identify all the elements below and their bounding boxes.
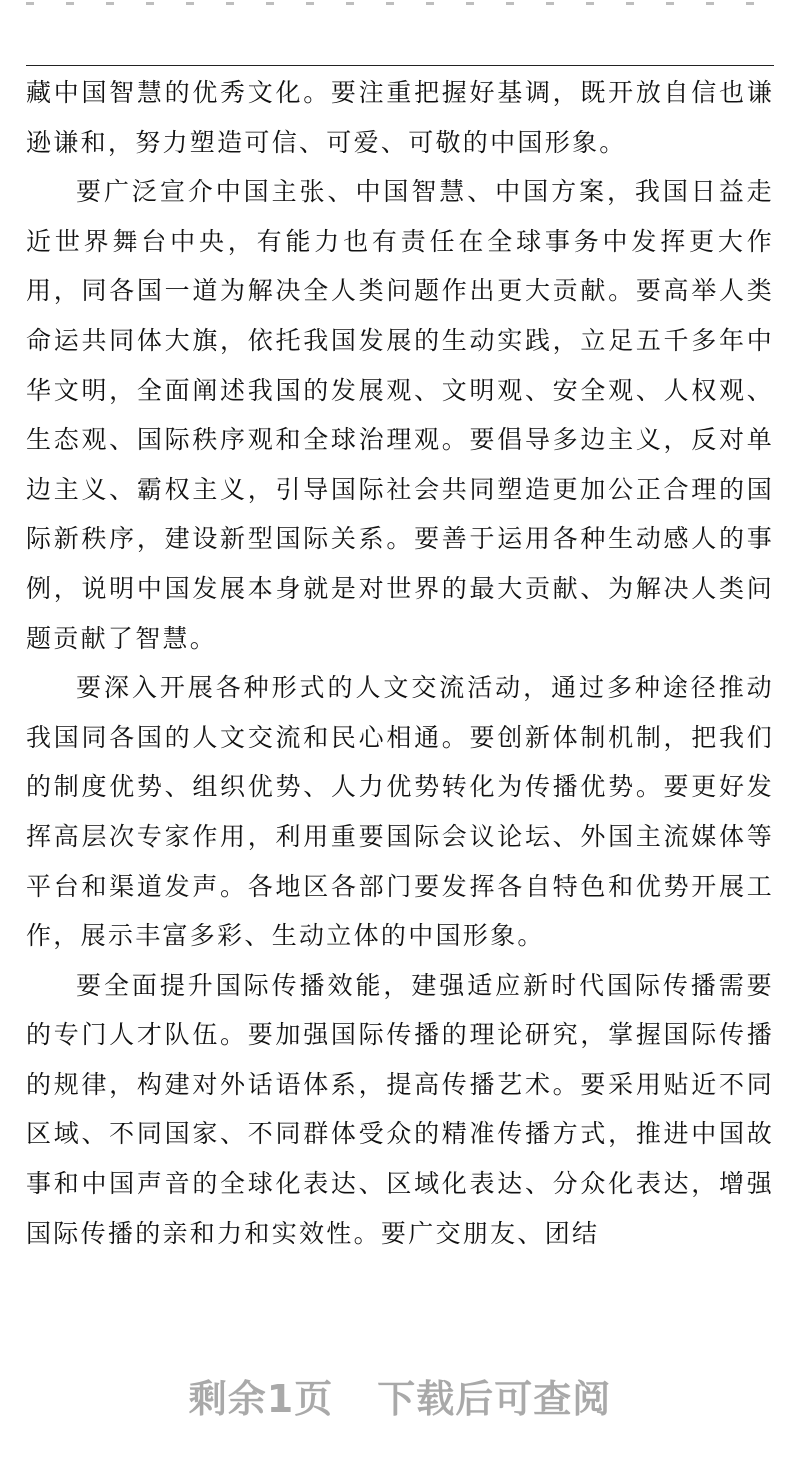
download-to-view-label: 下载后可查阅 [377, 1377, 612, 1421]
paragraph: 要深入开展各种形式的人文交流活动，通过多种途径推动我国同各国的人文交流和民心相通。要创新体制机制，把我们的制度优势、组织优势、人力优势转化为传播优势。要更好发挥高层次专家作用，利用重要国际会议论坛、外国主流媒体等平台和渠道发声。各地区各部门要发挥各自特色和优势开展工作，展示丰富多彩、生动立体的中国形象。 [26, 673, 774, 951]
header-divider [26, 65, 774, 66]
download-prompt[interactable] [0, 1368, 800, 1423]
remaining-pages-label: 剩余1页 [188, 1377, 334, 1421]
cropped-text-fragment [26, 2, 774, 5]
paragraph: 要全面提升国际传播效能，建强适应新时代国际传播需要的专门人才队伍。要加强国际传播的理论研究，掌握国际传播的规律，构建对外话语体系，提高传播艺术。要采用贴近不同区域、不同国家、不同群体受众的精准传播方式，推进中国故事和中国声音的全球化表达、区域化表达、分众化表达，增强国际传播的亲和力和实效性。要广交朋友、团结 [26, 970, 774, 1248]
paragraph-continuation: 藏中国智慧的优秀文化。要注重把握好基调，既开放自信也谦逊谦和，努力塑造可信、可爱、可敬的中国形象。 [26, 78, 774, 157]
cropped-previous-line [0, 0, 800, 10]
document-body [26, 68, 774, 1258]
paragraph: 要广泛宣介中国主张、中国智慧、中国方案，我国日益走近世界舞台中央，有能力也有责任在全球事务中发挥更大作用，同各国一道为解决全人类问题作出更大贡献。要高举人类命运共同体大旗，依托我国发展的生动实践，立足五千多年中华文明，全面阐述我国的发展观、文明观、安全观、人权观、生态观、国际秩序观和全球治理观。要倡导多边主义，反对单边主义、霸权主义，引导国际社会共同塑造更加公正合理的国际新秩序，建设新型国际关系。要善于运用各种生动感人的事例，说明中国发展本身就是对世界的最大贡献、为解决人类问题贡献了智慧。 [26, 177, 774, 653]
